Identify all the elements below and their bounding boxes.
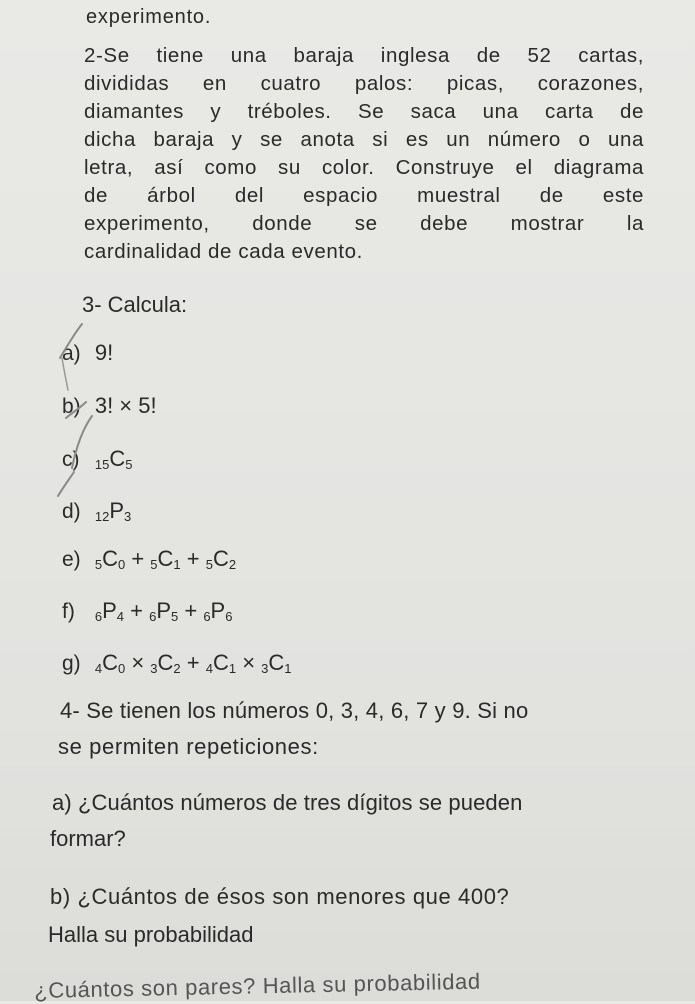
expression: $_6P_4 + _6P_5 + _6P_6$ <box>94 598 233 624</box>
pencil-checkmark-icon <box>52 318 112 528</box>
item-label: e) <box>62 548 81 571</box>
question-c-partial: ¿Cuántos son pares? Halla su probabilidad <box>34 968 481 1003</box>
problem-4-line: se permiten repeticiones: <box>58 734 319 759</box>
item-label: f) <box>62 600 75 623</box>
problem-2-line: dicha baraja y se anota si es un número o una <box>84 128 644 151</box>
item-label: c) <box>62 448 80 471</box>
list-item <box>62 546 236 572</box>
intro-tail: experimento. <box>86 6 212 28</box>
question-a: a) ¿Cuántos números de tres dígitos se pueden <box>52 790 523 815</box>
expression: 9! <box>94 340 114 365</box>
problem-2-line: divididas en cuatro palos: picas, corazones, <box>84 72 644 95</box>
problem-2-line: cardinalidad de cada evento. <box>84 240 363 263</box>
problem-2-line: diamantes y tréboles. Se saca una carta de <box>84 100 644 123</box>
problem-4-line: 4- Se tienen los números 0, 3, 4, 6, 7 y 9. Si no <box>60 698 529 723</box>
list-item <box>62 650 292 676</box>
expression: $_{15}C_5$ <box>94 446 133 472</box>
expression: $_{12}P_3$ <box>94 498 132 524</box>
question-a: formar? <box>50 826 126 851</box>
list-item <box>62 598 232 624</box>
item-label: d) <box>62 500 81 523</box>
question-b: b) ¿Cuántos de ésos son menores que 400? <box>50 884 510 909</box>
problem-2-line: experimento, donde se debe mostrar la <box>84 212 644 235</box>
item-label: a) <box>62 342 81 365</box>
problem-2-line: letra, así como su color. Construye el diagrama <box>84 156 644 179</box>
item-label: b) <box>62 395 81 418</box>
expression: $_5C_0 + _5C_1 + _5C_2$ <box>94 546 237 572</box>
expression: $_4C_0 \times _3C_2 + _4C_1 \times _3C_1$ <box>94 650 292 676</box>
problem-2-line: de árbol del espacio muestral de este <box>84 184 644 207</box>
problem-2-line: 2-Se tiene una baraja inglesa de 52 cartas, <box>84 44 644 67</box>
expression: 3! × 5! <box>94 393 157 418</box>
item-label: g) <box>62 652 81 675</box>
question-b: Halla su probabilidad <box>48 922 254 947</box>
problem-3-title: 3- Calcula: <box>82 292 188 317</box>
